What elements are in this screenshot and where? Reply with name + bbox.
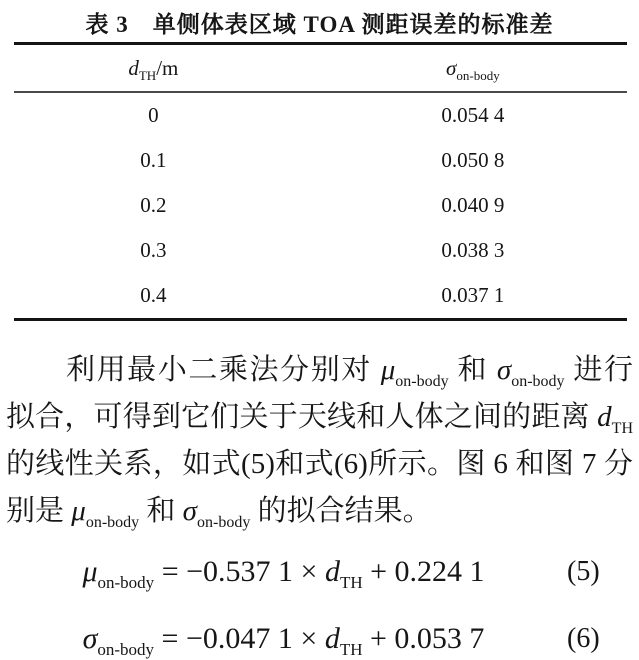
mu-subscript: on-body (85, 513, 140, 531)
dth-subscript: TH (611, 419, 633, 437)
paragraph-text: 和 (139, 495, 183, 527)
sigma-value: 0.037 1 (441, 283, 505, 307)
dth-unit: /m (156, 55, 179, 80)
equation-number: (5) (567, 556, 600, 587)
sigma-symbol: σ (182, 495, 197, 527)
sigma-subscript: on-body (97, 640, 155, 659)
dth-symbol: d (324, 555, 340, 588)
sigma-subscript: on-body (196, 513, 251, 531)
sigma-symbol: σ (82, 622, 98, 655)
table-row (0, 93, 639, 138)
table-header-row (0, 45, 639, 91)
mu-symbol: μ (380, 354, 396, 386)
sigma-symbol: σ (496, 354, 512, 386)
paragraph-text: 进行拟合，可得到它们关于天线和人体之间的距离 (6, 354, 633, 433)
table-bottom-rule (14, 318, 627, 321)
paragraph-text: 和 (448, 354, 497, 386)
mu-symbol: μ (82, 555, 98, 588)
body-paragraph (6, 347, 633, 535)
sigma-value: 0.054 4 (441, 103, 505, 127)
sigma-subscript: on-body (511, 372, 565, 390)
dth-value: 0.2 (140, 193, 167, 217)
equation-5 (0, 547, 639, 597)
sigma-value: 0.050 8 (441, 148, 505, 172)
paragraph-text: 利用最小二乘法分别对 (66, 354, 381, 386)
column-header-sigma (307, 56, 639, 81)
table-row (0, 183, 639, 228)
table-3-block (0, 0, 639, 321)
dth-value: 0.4 (140, 283, 167, 307)
dth-value: 0 (148, 103, 159, 127)
sigma-symbol: σ (446, 55, 457, 80)
dth-subscript: TH (339, 573, 363, 592)
table-title: 表 3 单侧体表区域 TOA 测距误差的标准差 (85, 12, 554, 37)
equation-constant-text: + 0.224 1 (362, 555, 485, 588)
table-row (0, 138, 639, 183)
equation-5-body (0, 555, 567, 592)
sigma-value: 0.038 3 (441, 238, 505, 262)
paragraph-text: 的拟合结果。 (250, 495, 432, 527)
dth-symbol: d (128, 55, 139, 80)
dth-subscript: TH (138, 67, 157, 83)
mu-subscript: on-body (395, 372, 449, 390)
equation-operator-text: = −0.537 1 × (154, 555, 325, 588)
equation-constant-text: + 0.053 7 (362, 622, 485, 655)
dth-subscript: TH (339, 640, 363, 659)
equation-operator-text: = −0.047 1 × (154, 622, 325, 655)
sigma-value: 0.040 9 (441, 193, 505, 217)
equation-6-body (0, 622, 567, 659)
equation-6 (0, 614, 639, 660)
dth-value: 0.1 (140, 148, 167, 172)
dth-symbol: d (597, 401, 612, 433)
dth-value: 0.3 (140, 238, 167, 262)
table-row (0, 273, 639, 318)
mu-subscript: on-body (97, 573, 155, 592)
column-header-dth (0, 56, 307, 81)
dth-symbol: d (324, 622, 340, 655)
paragraph-text: 的线性关系，如式(5)和式(6)所示。图 6 和图 7 分别是 (6, 448, 633, 527)
sigma-subscript: on-body (456, 67, 500, 83)
mu-symbol: μ (71, 495, 86, 527)
equation-number: (6) (567, 623, 600, 654)
table-row (0, 228, 639, 273)
